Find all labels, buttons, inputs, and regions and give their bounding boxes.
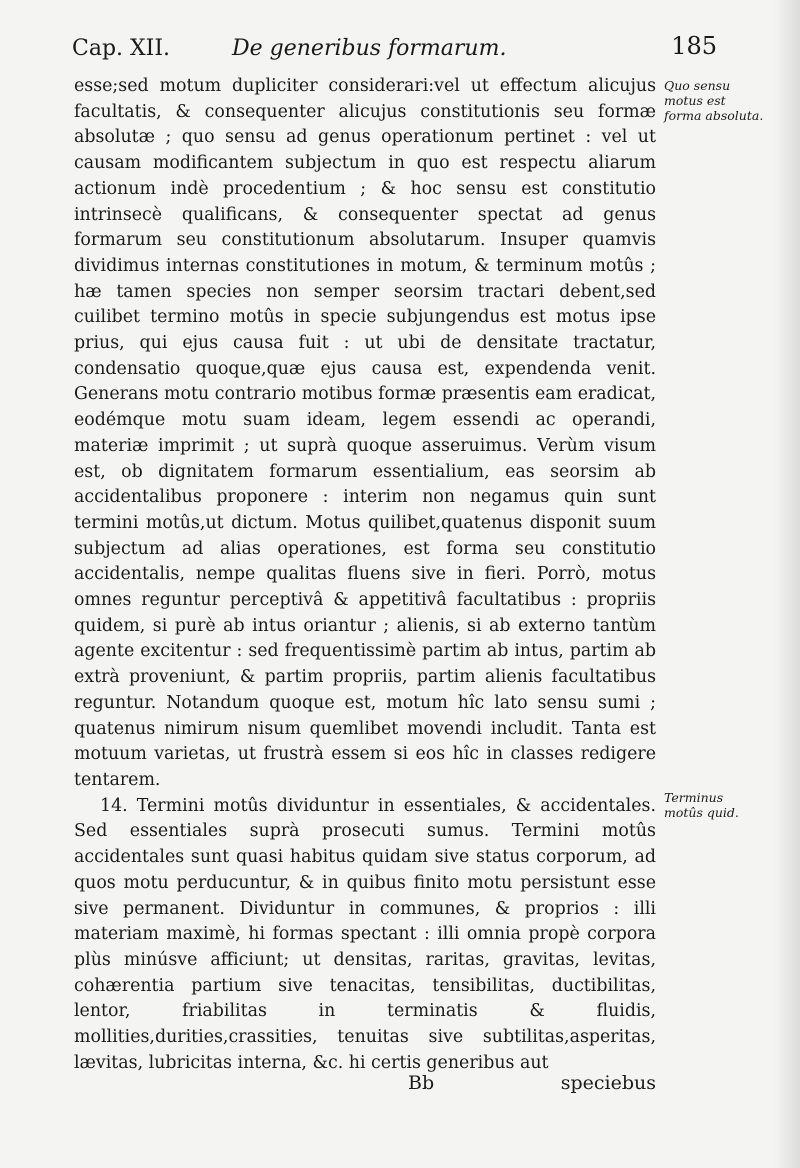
main-text	[74, 74, 656, 1076]
running-head	[72, 28, 717, 68]
margin-note-2: Terminus motûs quid.	[664, 790, 739, 820]
paragraph-1: esse;sed motum dupliciter considerari:vel ut effectum alicujus facultatis, & consequenter alicujus constitutionis seu formæ absolutæ ; quo sensu ad genus operationum pertinet : vel ut causam modificantem subjectum in quo est respectu aliarum actionum indè procedentium ; & hoc sensu est constitutio intrinsecè qualificans, & consequenter spectat ad genus formarum seu constitutionum absolutarum. Insuper quamvis dividimus internas constitutiones in motum, & terminum motûs ; hæ tamen species non semper seorsim tractari debent,sed cuilibet termino motûs in specie subjungendus est motus ipse prius, qui ejus causa fuit : ut ubi de densitate tractatur, condensatio quoque,quæ ejus causa est, expendenda venit. Generans motu contrario motibus formæ præsentis eam eradicat, eodémque motu suam ideam, legem essendi ac operandi, materiæ imprimit ; ut suprà quoque asseruimus. Verùm visum est, ob dignitatem formarum essentialium, eas seorsim ab accidentalibus proponere : interim non negamus quin sunt termini motûs,ut dictum. Motus quilibet,quatenus disponit suum subjectum ad alias operationes, est forma seu constitutio accidentalis, nempe qualitas fluens sive in fieri. Porrò, motus omnes reguntur perceptivâ & appetitivâ facultatibus : propriis quidem, si purè ab intus oriantur ; alienis, si ab externo tantùm agente excitentur : sed frequentissimè partim ab intus, partim ab extrà proveniunt, & partim propriis, partim alienis facultatibus reguntur. Notandum quoque est, motum hîc lato sensu sumi ; quatenus nimirum nisum quemlibet movendi includit. Tanta est motuum varietas, ut frustrà essem si eos hîc in classes redigere tentarem.	[74, 76, 656, 790]
signature-mark: Bb	[408, 1072, 435, 1094]
margin-note-1: Quo sensu motus est forma absoluta.	[664, 78, 764, 123]
chapter-title: De generibus formarum.	[232, 36, 507, 61]
catchword: speciebus	[560, 1072, 656, 1094]
paragraph-2: 14. Termini motûs dividuntur in essentiales, & accidentales. Sed essentiales suprà prosecuti sumus. Termini motûs accidentales sunt quasi habitus quidam sive status corporum, ad quos motu perducuntur, & in quibus finito motu persistunt esse sive permanent. Dividuntur in communes, & proprios : illi materiam maximè, hi formas spectant : illi omnia propè corpora plùs minúsve afficiunt; ut densitas, raritas, gravitas, levitas, cohærentia partium sive tenacitas, tensibilitas, ductibilitas, lentor, friabilitas in terminatis & fluidis, mollities,durities,crassities, tenuitas sive subtilitas,asperitas, lævitas, lubricitas interna, &c. hi certis generibus aut	[74, 795, 656, 1073]
page-footer	[74, 1072, 656, 1102]
page-number: 185	[671, 32, 717, 60]
chapter-label: Cap. XII.	[72, 36, 171, 61]
page-edge-shadow	[774, 0, 800, 1168]
